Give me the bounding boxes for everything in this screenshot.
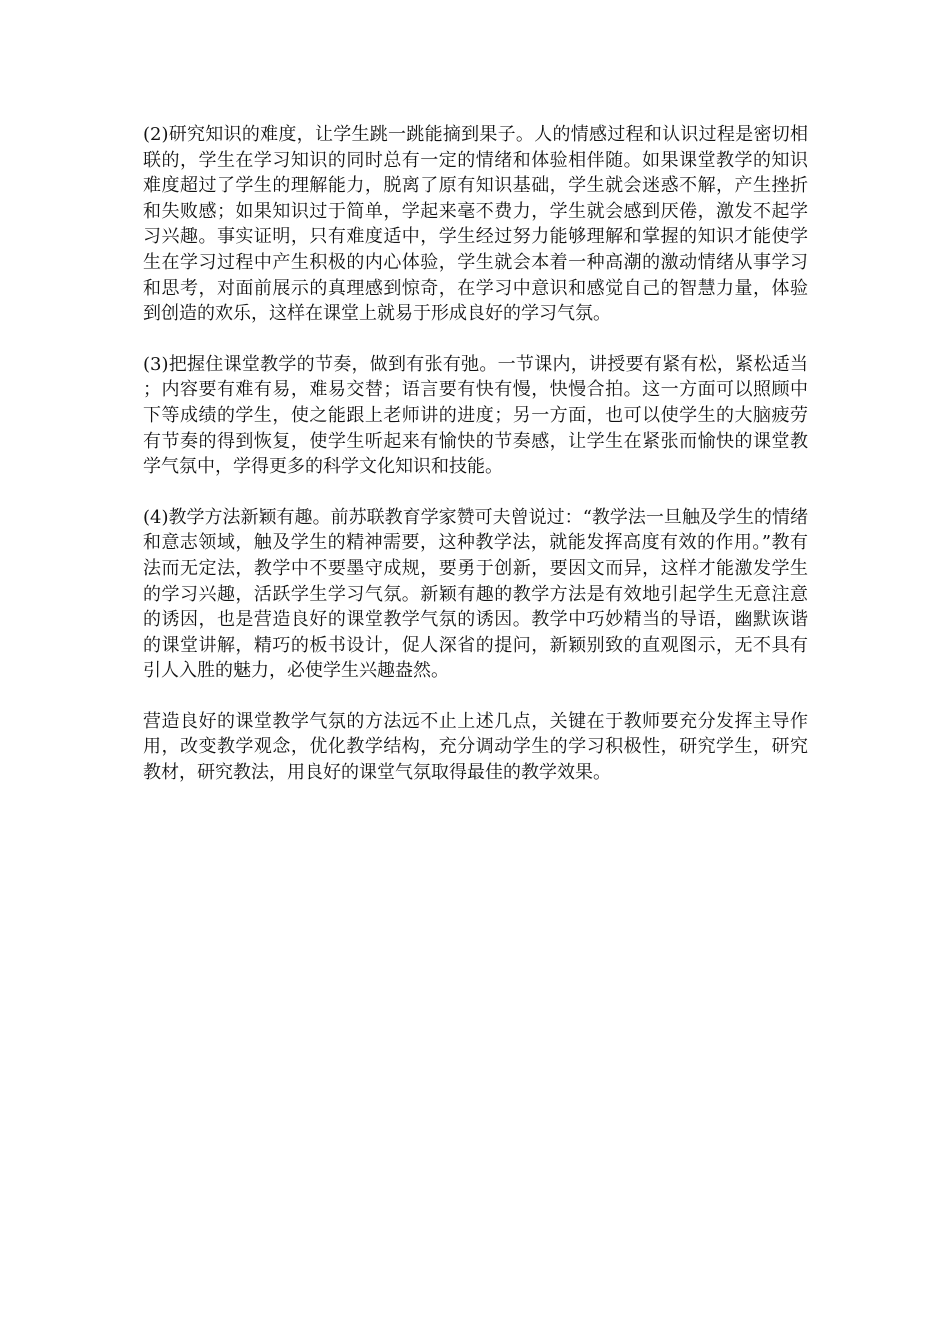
paragraph-rhythm: (3)把握住课堂教学的节奏，做到有张有弛。一节课内，讲授要有紧有松，紧松适当；内容要有难有易，难易交替；语言要有快有慢，快慢合拍。这一方面可以照顾中下等成绩的学生，使之能跟上老师讲的进度；另一方面，也可以使学生的大脑疲劳有节奏的得到恢复，使学生听起来有愉快的节奏感，让学生在紧张而愉快的课堂教学气氛中，学得更多的科学文化知识和技能。 <box>143 353 808 478</box>
paragraph-conclusion: 营造良好的课堂教学气氛的方法远不止上述几点，关键在于教师要充分发挥主导作用，改变教学观念，优化教学结构，充分调动学生的学习积极性，研究学生，研究教材，研究教法，用良好的课堂气氛取得最佳的教学效果。 <box>143 710 808 784</box>
paragraph-methods: (4)教学方法新颖有趣。前苏联教育学家赞可夫曾说过：“教学法一旦触及学生的情绪和意志领域，触及学生的精神需要，这种教学法，就能发挥高度有效的作用。”教有法而无定法，教学中不要墨守成规，要勇于创新，要因文而异，这样才能激发学生的学习兴趣，活跃学生学习气氛。新颖有趣的教学方法是有效地引起学生无意注意的诱因，也是营造良好的课堂教学气氛的诱因。教学中巧妙精当的导语，幽默诙谐的课堂讲解，精巧的板书设计，促人深省的提问，新颖别致的直观图示，无不具有引人入胜的魅力，必使学生兴趣盎然。 <box>143 506 808 682</box>
paragraph-difficulty: (2)研究知识的难度，让学生跳一跳能摘到果子。人的情感过程和认识过程是密切相联的，学生在学习知识的同时总有一定的情绪和体验相伴随。如果课堂教学的知识难度超过了学生的理解能力，脱离了原有知识基础，学生就会迷惑不解，产生挫折和失败感；如果知识过于简单，学起来毫不费力，学生就会感到厌倦，激发不起学习兴趣。事实证明，只有难度适中，学生经过努力能够理解和掌握的知识才能使学生在学习过程中产生积极的内心体验，学生就会本着一种高潮的激动情绪从事学习和思考，对面前展示的真理感到惊奇，在学习中意识和感觉自己的智慧力量，体验到创造的欢乐，这样在课堂上就易于形成良好的学习气氛。 <box>143 124 808 325</box>
document-page <box>143 122 808 811</box>
